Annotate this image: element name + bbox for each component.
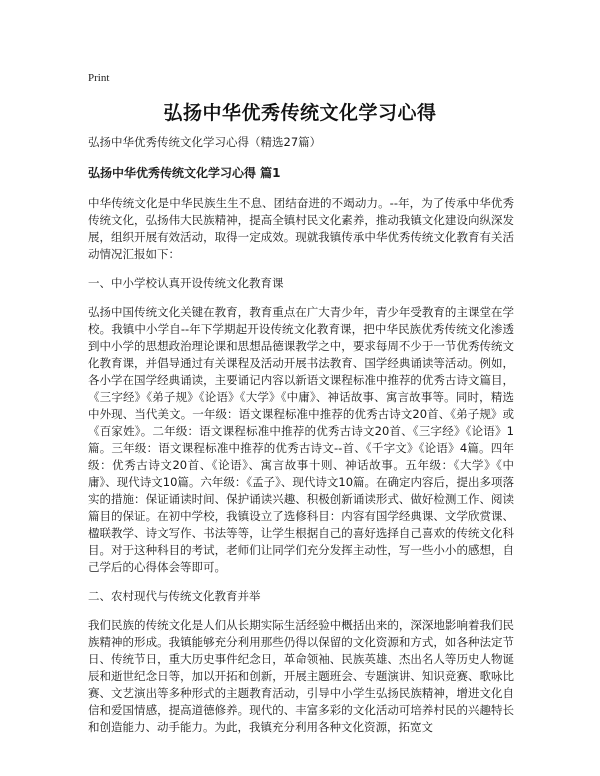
intro-paragraph: 中华传统文化是中华民族生生不息、团结奋进的不竭动力。--年，为了传承中华优秀传统文化，弘扬伟大民族精神，提高全镇村民文化素养，推动我镇文化建设向纵深发展，组织开展有效活动，取得一定成效。现就我镇传承中华优秀传统文化教育有关活动情况汇报如下： bbox=[88, 196, 514, 261]
page-title: 弘扬中华优秀传统文化学习心得 bbox=[163, 102, 437, 124]
subheading-2: 二、农村现代与传统文化教育并举 bbox=[88, 589, 261, 603]
document-body bbox=[88, 134, 514, 748]
body-paragraph-1: 弘扬中国传统文化关键在教育，教育重点在广大青少年，青少年受教育的主课堂在学校。我镇中小学自--年下学期起开设传统文化教育课，把中华民族优秀传统文化渗透到中小学的思想政治理论课和思想品德课教学之中，要求每周不少于一节优秀传统文化教育课，并倡导通过有关课程及活动开展书法教育、国学经典诵读等活动。例如，各小学在国学经典诵读，主要诵记内容以新语文课程标准中推荐的优秀古诗文篇目，《三字经》《弟子规》《论语》《大学》《中庸》、神话故事、寓言故事等。同时，精选中外现、当代美文。一年级：语文课程标准中推荐的优秀古诗文20首、《弟子规》或《百家姓》。二年级：语文课程标准中推荐的优秀古诗文20首、《三字经》《论语》1篇。三年级：语文课程标准中推荐的优秀古诗文--首、《千字文》《论语》4篇。四年级：优秀古诗文20首、《论语》、寓言故事十则、神话故事。五年级：《大学》《中庸》、现代诗文10篇。六年级：《孟子》、现代诗文10篇。在确定内容后，提出多项落实的措施：保证诵读时间、保护诵读兴趣、积极创新诵读形式、做好检测工作、阅读篇目的保证。在初中学校，我镇设立了选修科目：内容有国学经典课、文学欣赏课、楹联教学、诗文写作、书法等等，让学生根据自己的喜好选择自己喜欢的传统文化科目。对于这种科目的考试，老师们让同学们充分发挥主动性，写一些小小的感想，自己学后的心得体会等即可。 bbox=[88, 305, 515, 574]
document-subtitle: 弘扬中华优秀传统文化学习心得（精选27篇） bbox=[88, 135, 322, 149]
section-heading: 弘扬中华优秀传统文化学习心得 篇1 bbox=[88, 166, 281, 180]
print-link[interactable]: Print bbox=[88, 72, 110, 84]
subheading-1: 一、中小学校认真开设传统文化教育课 bbox=[88, 276, 284, 290]
body-paragraph-2: 我们民族的传统文化是人们从长期实际生活经验中概括出来的，深深地影响着我们民族精神的形成。我镇能够充分利用那些仍得以保留的文化资源和方式，如各种法定节日、传统节日，重大历史事件纪念日，革命领袖、民族英雄、杰出名人等历史人物诞辰和逝世纪念日等，加以开拓和创新，开展主题班会、专题演讲、知识竞赛、歌咏比赛、文艺演出等多种形式的主题教育活动，引导中小学生弘扬民族精神，增进文化自信和爱国情感，提高道德修养。现代的、丰富多彩的文化活动可培养村民的兴趣特长和创造能力、动手能力。为此，我镇充分利用各种文化资源，拓宽文 bbox=[88, 618, 514, 734]
